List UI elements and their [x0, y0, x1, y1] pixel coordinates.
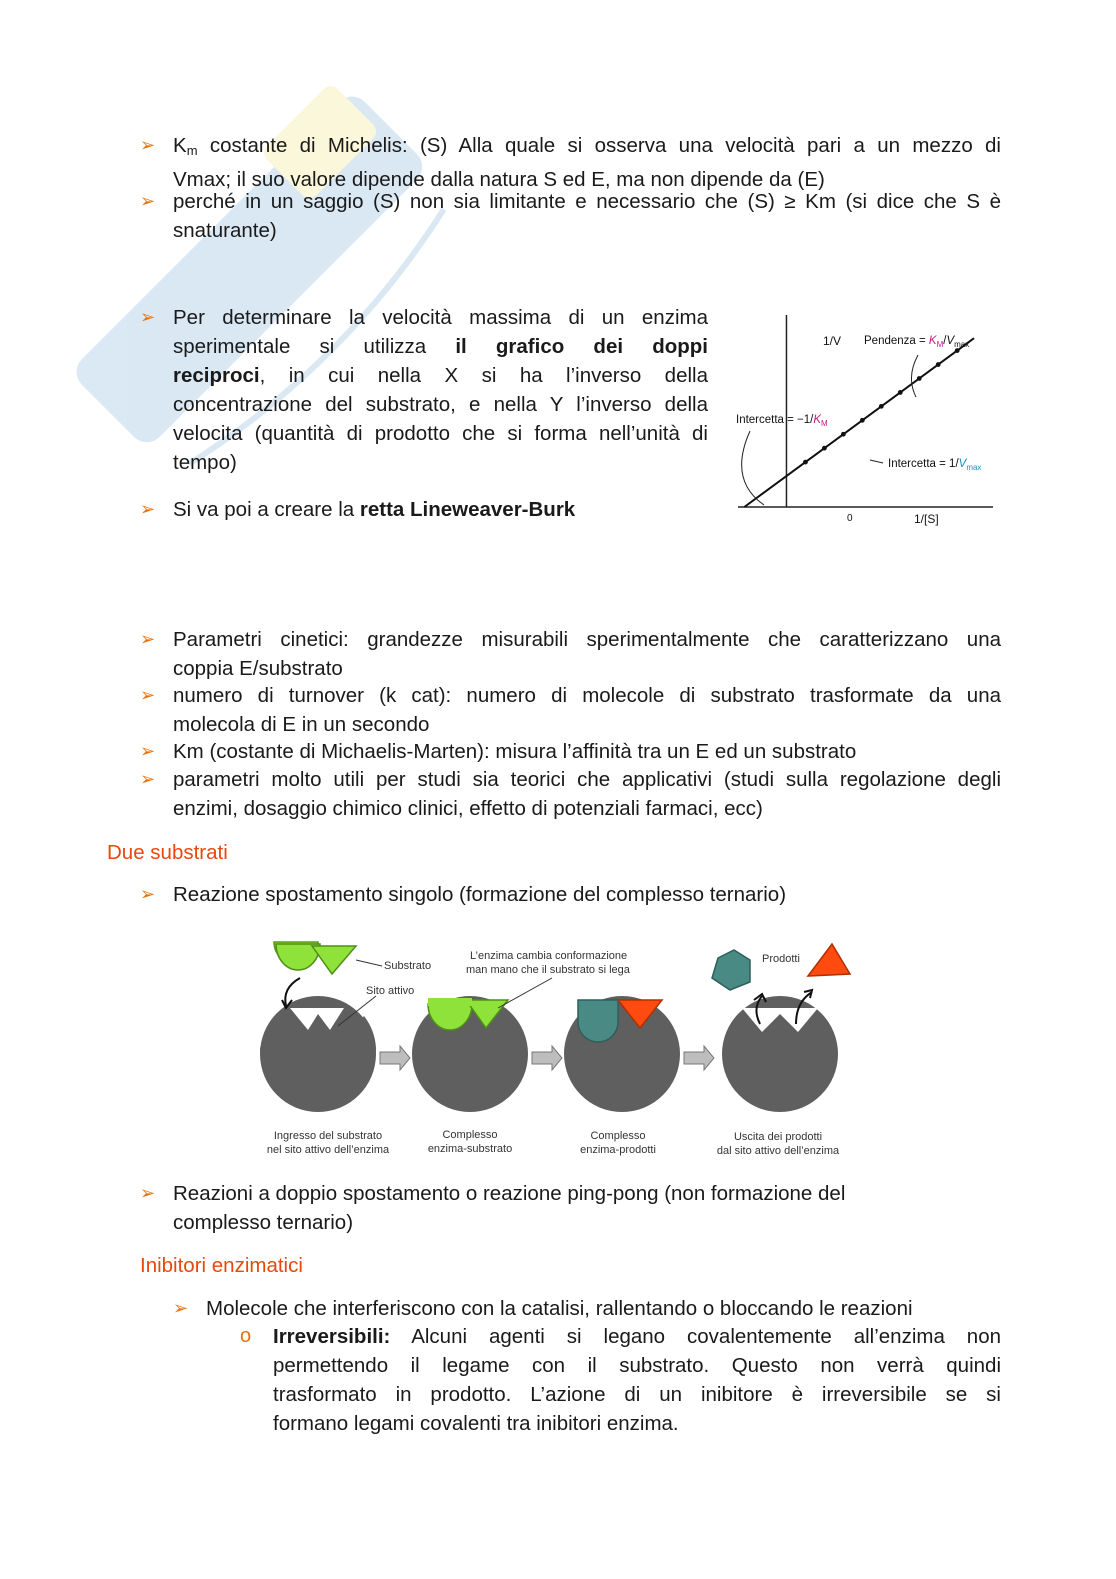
lineweaver-burk-chart: [728, 305, 1008, 535]
origin-label: 0: [847, 513, 853, 524]
data-point: [803, 460, 808, 465]
bullet-icon: ➢: [140, 685, 156, 705]
heading-inibitori-enzimatici: Inibitori enzimatici: [140, 1254, 303, 1277]
enzyme-substrate-figure: [252, 938, 858, 1164]
irreversibili-paragraph: Irreversibili: Alcuni agenti si legano covalentemente all’enzima non permettendo il legame con il substrato. Questo non verrà quindi trasformato in prodotto. L’azione di un inibitore è irreversibile se si formano legami covalenti tra inibitori enzima.: [273, 1325, 1001, 1435]
bullet-icon: ➢: [140, 191, 156, 211]
label-prodotti: Prodotti: [762, 953, 800, 965]
lineweaver-burk-sentence: Si va poi a creare la retta Lineweaver-Burk: [173, 498, 576, 521]
x-axis-label: 1/[S]: [914, 512, 939, 526]
data-point: [898, 390, 903, 395]
data-point: [860, 418, 865, 423]
caption-2a: Complesso: [442, 1129, 498, 1141]
bullet-icon: ➢: [140, 135, 156, 155]
data-point: [822, 446, 827, 451]
enzyme-stage-3: [564, 996, 680, 1112]
data-point: [879, 404, 884, 409]
parametri-utili: parametri molto utili per studi sia teorici che applicativi (studi sulla regolazione degli enzimi, dosaggio chimico clinici, effetto di potenziali farmaci, ecc): [173, 768, 1001, 820]
data-point: [841, 432, 846, 437]
label-cambia-1: L’enzima cambia conformazione: [470, 950, 628, 962]
bullet-icon: ➢: [140, 307, 156, 327]
bullet-icon: ➢: [140, 769, 156, 789]
km-definition: $K_m$ costante di Michelis: (S) Alla quale si osserva una velocità pari a un mezzo di Vmax; il suo valore dipende dalla natura S ed E, ma non dipende da (E): [173, 134, 1001, 191]
caption-1a: Ingresso del substrato: [273, 1130, 383, 1142]
data-point: [936, 362, 941, 367]
caption-4a: Uscita dei prodotti: [733, 1131, 823, 1143]
caption-3a: Complesso: [590, 1130, 646, 1142]
caption-4b: dal sito attivo dell’enzima: [716, 1145, 840, 1157]
bullet-icon: ➢: [140, 499, 156, 519]
data-point: [917, 376, 922, 381]
spostamento-singolo: Reazione spostamento singolo (formazione del complesso ternario): [173, 883, 787, 906]
x-intercept-annotation: Intercetta = $-1/K_M$: [736, 414, 828, 428]
caption-2b: enzima-substrato: [427, 1143, 513, 1155]
saggio-note: perché in un saggio (S) non sia limitante e necessario che (S) ≥ Km (si dice che S è snaturante): [173, 190, 1001, 242]
y-intercept-annotation: Intercetta = $1/V_{max}$: [888, 458, 982, 472]
bullet-icon: ➢: [140, 1183, 156, 1203]
enzyme-stage-2: [412, 978, 552, 1112]
enzyme-stage-4: [712, 944, 850, 1112]
label-sito-attivo: Sito attivo: [366, 985, 415, 997]
label-substrato: Substrato: [384, 960, 432, 972]
heading-due-substrati: Due substrati: [107, 841, 228, 864]
ping-pong-reaction: Reazioni a doppio spostamento o reazione ping-pong (non formazione del complesso ternario): [173, 1182, 846, 1234]
km-affinita: Km (costante di Michaelis-Marten): misura l’affinità tra un E ed un substrato: [173, 740, 857, 763]
label-cambia-2: man mano che il substrato si lega: [466, 964, 630, 976]
bullet-icon: ➢: [173, 1298, 189, 1318]
turnover-definition: numero di turnover (k cat): numero di molecole di substrato trasformate da una molecola di E in un secondo: [173, 684, 1001, 736]
bullet-icon: ➢: [140, 884, 156, 904]
caption-3b: enzima-prodotti: [580, 1144, 656, 1156]
bullet-icon: ➢: [140, 741, 156, 761]
caption-1b: nel sito attivo dell’enzima: [266, 1144, 390, 1156]
slope-annotation: Pendenza = $K_M/V_{max}$: [864, 335, 970, 349]
parametri-cinetici: Parametri cinetici: grandezze misurabili sperimentalmente che caratterizzano una coppia E/substrato: [173, 628, 1001, 680]
doppi-reciproci-paragraph: Per determinare la velocità massima di un enzima sperimentale si utilizza il grafico dei doppi reciproci, in cui nella X si ha l’inverso della concentrazione del substrato, e nella Y l’inverso della velocita (quantità di prodotto che si forma nell’unità di tempo): [173, 306, 708, 474]
inibitori-definition: Molecole che interferiscono con la catalisi, rallentando o bloccando le reazioni: [206, 1297, 913, 1320]
y-axis-label: 1/V: [823, 334, 842, 348]
sub-bullet-icon: o: [240, 1325, 252, 1347]
bullet-icon: ➢: [140, 629, 156, 649]
enzyme-stage-1: [260, 942, 382, 1112]
